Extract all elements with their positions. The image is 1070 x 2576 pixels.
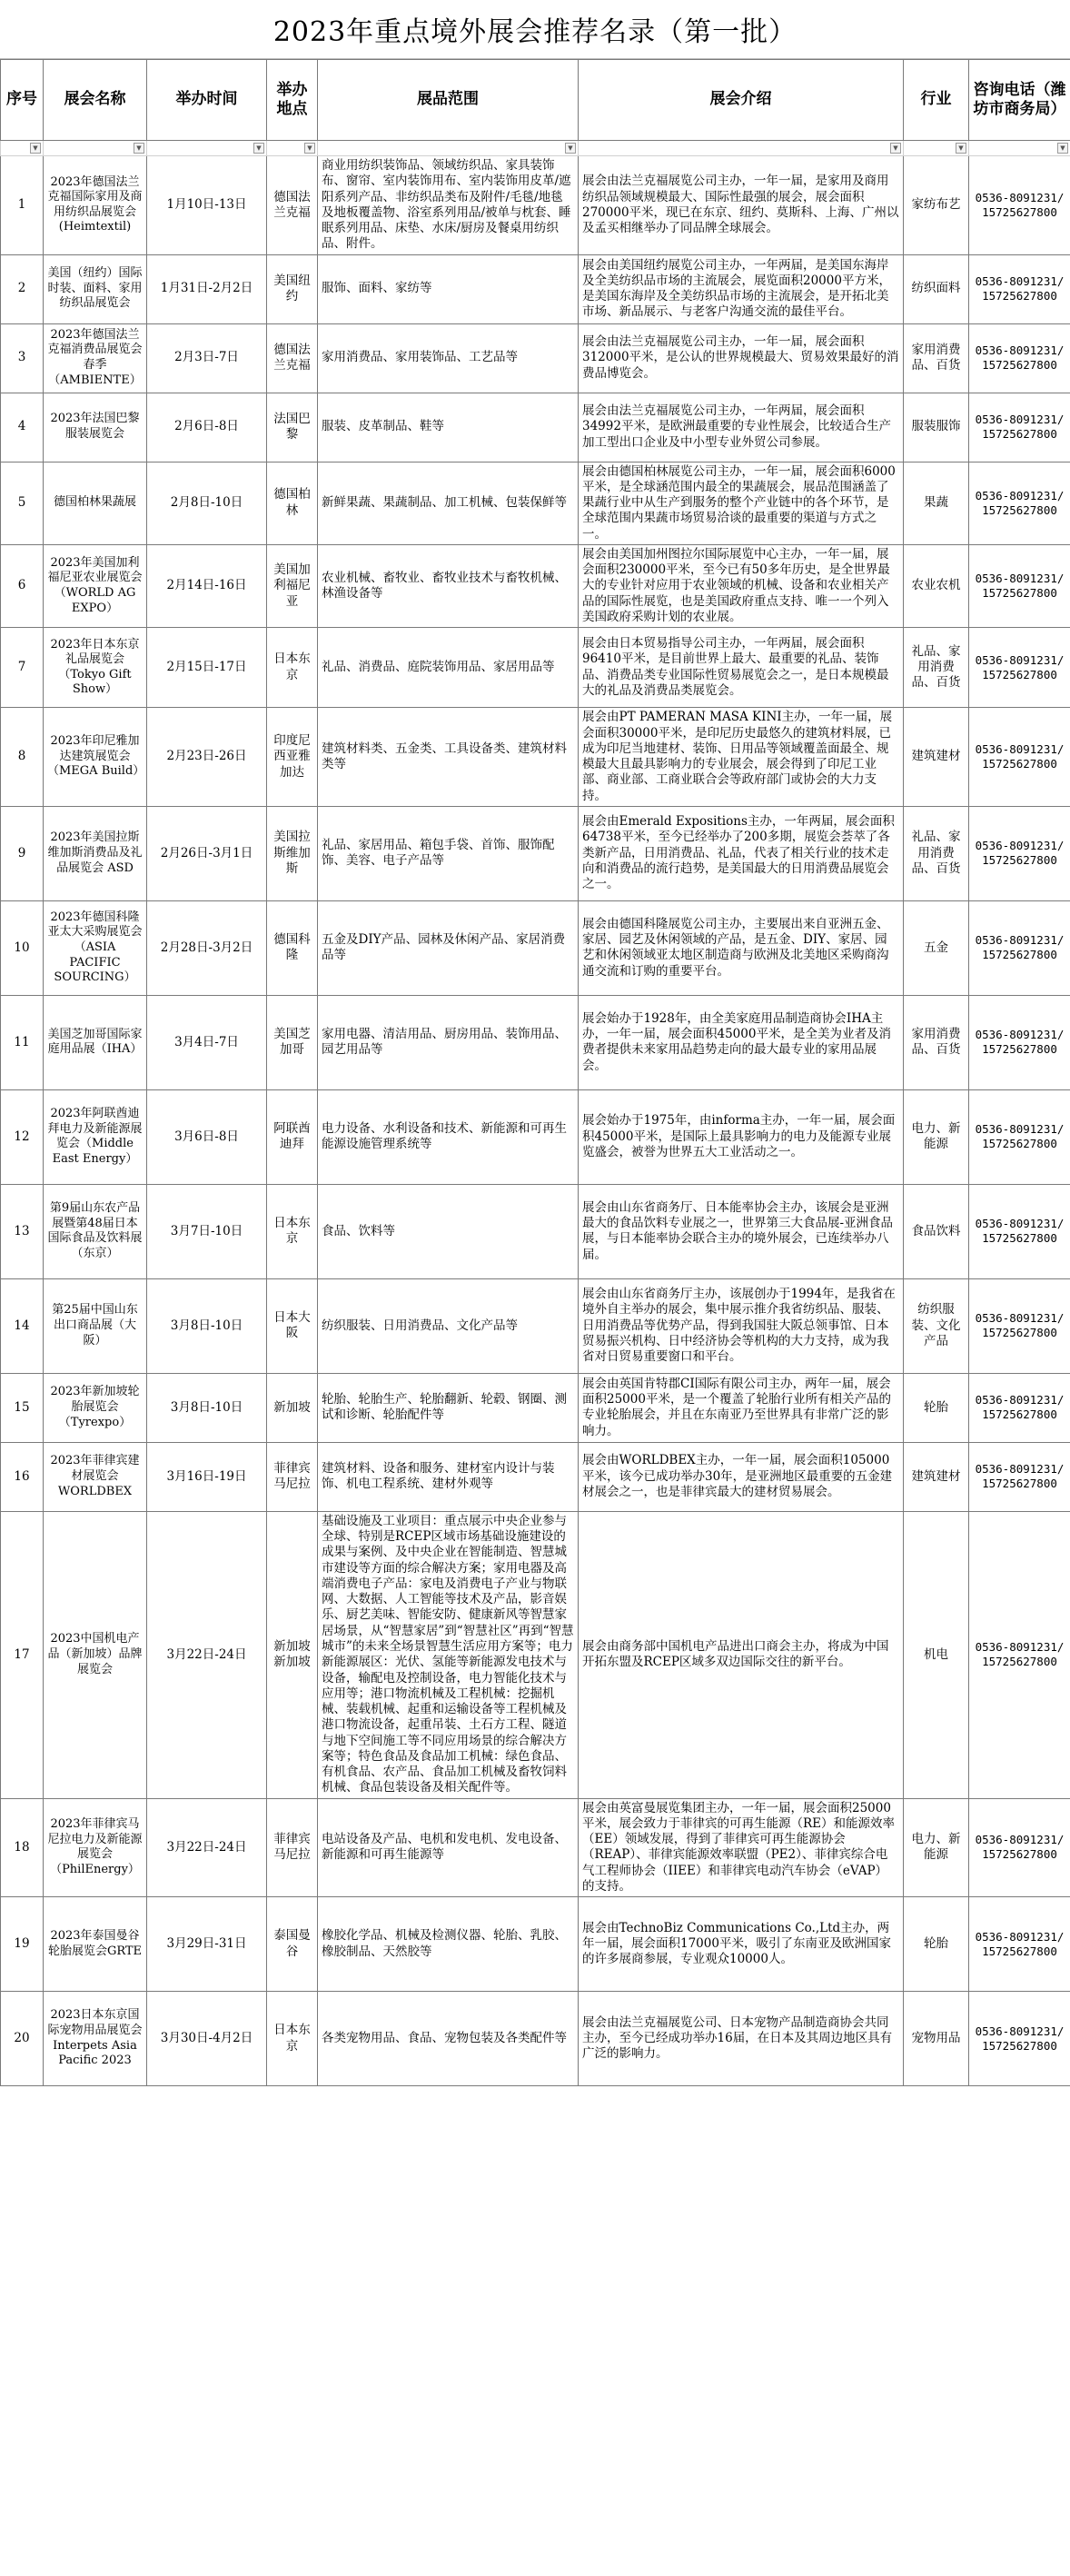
cell-name[interactable]: 德国柏林果蔬展 [44,462,147,544]
table-row [1,995,1070,1089]
cell-place[interactable]: 阿联酋迪拜 [267,1089,318,1184]
cell-industry[interactable]: 农业农机 [904,544,969,627]
filter-cell [147,141,267,156]
table-row [1,254,1070,323]
cell-place[interactable]: 德国法兰克福 [267,156,318,255]
cell-date[interactable]: 3月29日-31日 [147,1897,267,1992]
cell-name[interactable]: 2023年印尼雅加达建筑展览会（MEGA Build） [44,708,147,807]
cell-scope[interactable]: 礼品、家居用品、箱包手袋、首饰、服饰配饰、美容、电子产品等 [318,806,579,900]
cell-date[interactable]: 2月23日-26日 [147,708,267,807]
cell-place[interactable]: 美国芝加哥 [267,995,318,1089]
cell-date[interactable]: 3月30日-4月2日 [147,1992,267,2086]
cell-date[interactable]: 2月15日-17日 [147,628,267,708]
cell-phone[interactable]: 0536-8091231/15725627800 [969,1278,1070,1373]
cell-date[interactable]: 1月31日-2月2日 [147,254,267,323]
cell-place[interactable]: 新加坡新加坡 [267,1511,318,1798]
cell-no[interactable]: 16 [1,1442,44,1511]
cell-name[interactable]: 第9届山东农产品展暨第48届日本国际食品及饮料展（东京） [44,1184,147,1278]
cell-name[interactable]: 2023年美国加利福尼亚农业展览会（WORLD AG EXPO） [44,544,147,627]
header-date: 举办时间 [147,60,267,141]
cell-name[interactable]: 2023年菲律宾建材展览会WORLDBEX [44,1442,147,1511]
cell-place[interactable]: 美国拉斯维加斯 [267,806,318,900]
cell-industry[interactable]: 建筑建材 [904,1442,969,1511]
cell-place[interactable]: 日本东京 [267,1992,318,2086]
cell-date[interactable]: 3月6日-8日 [147,1089,267,1184]
filter-dropdown-icon[interactable]: ▼ [253,143,264,154]
cell-industry[interactable]: 宠物用品 [904,1992,969,2086]
cell-name[interactable]: 2023中国机电产品（新加坡）品牌展览会 [44,1511,147,1798]
cell-intro[interactable]: 展会由日本贸易指导公司主办，一年两届，展会面积96410平米，是目前世界上最大、最重要的礼品、装饰品、消费品类专业国际性贸易展览会之一，是日本规模最大的礼品及消费品类展览会。 [579,628,904,708]
cell-scope[interactable]: 建筑材料类、五金类、工具设备类、建筑材料类等 [318,708,579,807]
cell-intro[interactable]: 展会由英富曼展览集团主办，一年一届，展会面积25000平米，展会致力于菲律宾的可再生能源（RE）和能源效率（EE）领域发展，得到了菲律宾可再生能源协会（REAP）、菲律宾能源效率联盟（PE2）、菲律宾综合电气工程师协会（IIEE）和菲律宾电动汽车协会（eVAP）的支持。 [579,1798,904,1897]
cell-scope[interactable]: 礼品、消费品、庭院装饰用品、家居用品等 [318,628,579,708]
cell-scope[interactable]: 电力设备、水利设备和技术、新能源和可再生能源设施管理系统等 [318,1089,579,1184]
cell-date[interactable]: 3月16日-19日 [147,1442,267,1511]
cell-place[interactable]: 泰国曼谷 [267,1897,318,1992]
cell-date[interactable]: 2月3日-7日 [147,323,267,393]
cell-place[interactable]: 法国巴黎 [267,393,318,462]
cell-place[interactable]: 菲律宾马尼拉 [267,1442,318,1511]
cell-industry[interactable]: 礼品、家用消费品、百货 [904,806,969,900]
header-row [1,60,1070,141]
cell-phone[interactable]: 0536-8091231/15725627800 [969,1511,1070,1798]
cell-phone[interactable]: 0536-8091231/15725627800 [969,254,1070,323]
table-row [1,1897,1070,1992]
cell-name[interactable]: 2023年阿联酋迪拜电力及新能源展览会（Middle East Energy） [44,1089,147,1184]
cell-phone[interactable]: 0536-8091231/15725627800 [969,1089,1070,1184]
table-row [1,1184,1070,1278]
cell-date[interactable]: 2月26日-3月1日 [147,806,267,900]
cell-date[interactable]: 2月6日-8日 [147,393,267,462]
cell-no[interactable]: 18 [1,1798,44,1897]
cell-name[interactable]: 2023年日本东京礼品展览会（Tokyo Gift Show） [44,628,147,708]
cell-no[interactable]: 10 [1,900,44,995]
cell-phone[interactable]: 0536-8091231/15725627800 [969,1897,1070,1992]
exhibition-table [0,59,1070,2086]
cell-scope[interactable]: 五金及DIY产品、园林及休闲产品、家居消费品等 [318,900,579,995]
cell-no[interactable]: 17 [1,1511,44,1798]
table-row [1,1511,1070,1798]
table-row [1,806,1070,900]
filter-dropdown-icon[interactable]: ▼ [890,143,901,154]
cell-scope[interactable]: 橡胶化学品、机械及检测仪器、轮胎、乳胶、橡胶制品、天然胶等 [318,1897,579,1992]
cell-no[interactable]: 6 [1,544,44,627]
cell-industry[interactable]: 机电 [904,1511,969,1798]
cell-no[interactable]: 2 [1,254,44,323]
cell-phone[interactable]: 0536-8091231/15725627800 [969,1442,1070,1511]
cell-date[interactable]: 3月4日-7日 [147,995,267,1089]
table-row [1,393,1070,462]
cell-scope[interactable]: 轮胎、轮胎生产、轮胎翻新、轮毂、钢圈、测试和诊断、轮胎配件等 [318,1373,579,1442]
cell-intro[interactable]: 展会由山东省商务厅主办，该展创办于1994年，是我省在境外自主举办的展会，集中展示推介我省纺织品、服装、日用消费品等优势产品，得到我国驻大阪总领事馆、日本贸易振兴机构、日中经济协会等机构的大力支持，成为我省对日贸易重要窗口和平台。 [579,1278,904,1373]
cell-industry[interactable]: 纺织服装、文化产品 [904,1278,969,1373]
filter-dropdown-icon[interactable]: ▼ [956,143,966,154]
cell-no[interactable]: 12 [1,1089,44,1184]
cell-date[interactable]: 3月22日-24日 [147,1798,267,1897]
cell-no[interactable]: 9 [1,806,44,900]
cell-intro[interactable]: 展会由英国肯特郡CI国际有限公司主办，两年一届，展会面积25000平米，是一个覆盖了轮胎行业所有相关产品的专业轮胎展会，并且在东南亚乃至世界具有非常广泛的影响力。 [579,1373,904,1442]
cell-industry[interactable]: 电力、新能源 [904,1798,969,1897]
cell-date[interactable]: 3月7日-10日 [147,1184,267,1278]
filter-dropdown-icon[interactable]: ▼ [304,143,315,154]
cell-industry[interactable]: 纺织面料 [904,254,969,323]
cell-industry[interactable]: 五金 [904,900,969,995]
header-name: 展会名称 [44,60,147,141]
cell-industry[interactable]: 果蔬 [904,462,969,544]
cell-scope[interactable]: 各类宠物用品、食品、宠物包装及各类配件等 [318,1992,579,2086]
cell-name[interactable]: 美国芝加哥国际家庭用品展（IHA） [44,995,147,1089]
cell-name[interactable]: 2023年菲律宾马尼拉电力及新能源展览会（PhilEnergy） [44,1798,147,1897]
cell-scope[interactable]: 新鲜果蔬、果蔬制品、加工机械、包装保鲜等 [318,462,579,544]
header-intro: 展会介绍 [579,60,904,141]
cell-industry[interactable]: 轮胎 [904,1897,969,1992]
cell-intro[interactable]: 展会始办于1928年，由全美家庭用品制造商协会IHA主办，一年一届，展会面积45000平米，是全美为业者及消费者提供未来家用品趋势走向的最大最专业的家用品展会。 [579,995,904,1089]
cell-place[interactable]: 德国法兰克福 [267,323,318,393]
cell-intro[interactable]: 展会由法兰克福展览公司主办，一年一届，是家用及商用纺织品领域规模最大、国际性最强的展会，展会面积270000平米，现已在东京、纽约、莫斯科、上海、广州以及孟买相继举办了同品牌全球展会。 [579,156,904,255]
table-row [1,544,1070,627]
cell-name[interactable]: 2023年德国法兰克福消费品展览会春季（AMBIENTE） [44,323,147,393]
cell-date[interactable]: 2月14日-16日 [147,544,267,627]
cell-place[interactable]: 美国加利福尼亚 [267,544,318,627]
cell-phone[interactable]: 0536-8091231/15725627800 [969,995,1070,1089]
cell-intro[interactable]: 展会由法兰克福展览公司、日本宠物产品制造商协会共同主办，至今已经成功举办16届，在日本及其周边地区具有广泛的影响力。 [579,1992,904,2086]
cell-scope[interactable]: 服装、皮革制品、鞋等 [318,393,579,462]
cell-date[interactable]: 1月10日-13日 [147,156,267,255]
cell-industry[interactable]: 轮胎 [904,1373,969,1442]
cell-no[interactable]: 5 [1,462,44,544]
cell-name[interactable]: 2023日本东京国际宠物用品展览会Interpets Asia Pacific 2023 [44,1992,147,2086]
cell-name[interactable]: 2023年泰国曼谷轮胎展览会GRTE [44,1897,147,1992]
cell-intro[interactable]: 展会由法兰克福展览公司主办，一年两届，展会面积34992平米，是欧洲最重要的专业性展会，比较适合生产加工型出口企业及中小型专业外贸公司参展。 [579,393,904,462]
cell-intro[interactable]: 展会由山东省商务厅、日本能率协会主办，该展会是亚洲最大的食品饮料专业展之一，世界第三大食品展-亚洲食品展，与日本能率协会联合主办的境外展会，已连续举办八届。 [579,1184,904,1278]
cell-industry[interactable]: 建筑建材 [904,708,969,807]
header-phone: 咨询电话（潍坊市商务局） [969,60,1070,141]
cell-scope[interactable]: 建筑材料、设备和服务、建材室内设计与装饰、机电工程系统、建材外观等 [318,1442,579,1511]
cell-place[interactable]: 德国柏林 [267,462,318,544]
cell-scope[interactable]: 家用消费品、家用装饰品、工艺品等 [318,323,579,393]
cell-name[interactable]: 美国（纽约）国际时装、面料、家用纺织品展览会 [44,254,147,323]
cell-phone[interactable]: 0536-8091231/15725627800 [969,323,1070,393]
cell-name[interactable]: 2023年德国科隆亚太大采购展览会（ASIA PACIFIC SOURCING） [44,900,147,995]
cell-intro[interactable]: 展会由TechnoBiz Communications Co.,Ltd主办，两年一届，展会面积17000平米，吸引了东南亚及欧洲国家的许多展商参展，专业观众10000人。 [579,1897,904,1992]
header-scope: 展品范围 [318,60,579,141]
cell-intro[interactable]: 展会由PT PAMERAN MASA KINI主办，一年一届，展会面积30000平米，是印尼历史最悠久的建筑材料展，已成为印尼当地建材、装饰、日用品等领域覆盖面最全、规模最大且最具影响力的专业展会，展会得到了印尼工业部、商业部、工商业联合会等政府部门或协会的大力支持。 [579,708,904,807]
cell-no[interactable]: 15 [1,1373,44,1442]
cell-industry[interactable]: 服装服饰 [904,393,969,462]
table-row [1,628,1070,708]
cell-phone[interactable]: 0536-8091231/15725627800 [969,156,1070,255]
cell-phone[interactable]: 0536-8091231/15725627800 [969,1184,1070,1278]
cell-intro[interactable]: 展会由商务部中国机电产品进出口商会主办，将成为中国开拓东盟及RCEP区域多双边国际交往的新平台。 [579,1511,904,1798]
table-row [1,1992,1070,2086]
cell-no[interactable]: 8 [1,708,44,807]
cell-industry[interactable]: 电力、新能源 [904,1089,969,1184]
cell-phone[interactable]: 0536-8091231/15725627800 [969,708,1070,807]
filter-dropdown-icon[interactable]: ▼ [1057,143,1068,154]
cell-no[interactable]: 7 [1,628,44,708]
cell-scope[interactable]: 纺织服装、日用消费品、文化产品等 [318,1278,579,1373]
cell-industry[interactable]: 家纺布艺 [904,156,969,255]
cell-no[interactable]: 3 [1,323,44,393]
filter-dropdown-icon[interactable]: ▼ [565,143,576,154]
cell-industry[interactable]: 家用消费品、百货 [904,995,969,1089]
cell-date[interactable]: 3月8日-10日 [147,1373,267,1442]
cell-intro[interactable]: 展会由德国科隆展览公司主办，主要展出来自亚洲五金、家居、园艺及休闲领域的产品，是五金、DIY、家居、园艺和休闲领域亚太地区制造商与欧洲及北美地区采购商沟通交流和订购的重要平台。 [579,900,904,995]
table-row [1,1442,1070,1511]
cell-industry[interactable]: 礼品、家用消费品、百货 [904,628,969,708]
filter-cell [267,141,318,156]
filter-dropdown-icon[interactable]: ▼ [30,143,41,154]
filter-cell [1,141,44,156]
sheet-title: 2023年重点境外展会推荐名录（第一批） [0,0,1070,59]
filter-row [1,141,1070,156]
cell-no[interactable]: 11 [1,995,44,1089]
cell-place[interactable]: 菲律宾马尼拉 [267,1798,318,1897]
cell-no[interactable]: 19 [1,1897,44,1992]
filter-cell [904,141,969,156]
cell-scope[interactable]: 食品、饮料等 [318,1184,579,1278]
cell-no[interactable]: 20 [1,1992,44,2086]
table-row [1,462,1070,544]
header-place: 举办地点 [267,60,318,141]
cell-intro[interactable]: 展会由WORLDBEX主办，一年一届，展会面积105000平米，该今已成功举办30年，是亚洲地区最重要的五金建材展会之一，也是菲律宾最大的建材贸易展会。 [579,1442,904,1511]
table-row [1,1278,1070,1373]
filter-dropdown-icon[interactable]: ▼ [134,143,144,154]
cell-place[interactable]: 德国科隆 [267,900,318,995]
cell-date[interactable]: 3月22日-24日 [147,1511,267,1798]
table-row [1,1798,1070,1897]
cell-scope[interactable]: 服饰、面料、家纺等 [318,254,579,323]
cell-no[interactable]: 1 [1,156,44,255]
table-row [1,323,1070,393]
cell-place[interactable]: 新加坡 [267,1373,318,1442]
table-row [1,900,1070,995]
cell-no[interactable]: 4 [1,393,44,462]
cell-phone[interactable]: 0536-8091231/15725627800 [969,900,1070,995]
cell-name[interactable]: 2023年美国拉斯维加斯消费品及礼品展览会 ASD [44,806,147,900]
cell-place[interactable]: 美国纽约 [267,254,318,323]
header-no: 序号 [1,60,44,141]
cell-date[interactable]: 2月28日-3月2日 [147,900,267,995]
cell-phone[interactable]: 0536-8091231/15725627800 [969,1992,1070,2086]
table-row [1,708,1070,807]
cell-name[interactable]: 第25届中国山东出口商品展（大阪） [44,1278,147,1373]
cell-date[interactable]: 2月8日-10日 [147,462,267,544]
cell-intro[interactable]: 展会始办于1975年，由informa主办，一年一届，展会面积45000平米，是国际上最具影响力的电力及能源专业展览盛会，被誉为世界五大工业活动之一。 [579,1089,904,1184]
cell-scope[interactable]: 基础设施及工业项目：重点展示中央企业参与全球、特别是RCEP区域市场基础设施建设的成果与案例、及中央企业在智能制造、智慧城市建设等方面的综合解决方案；家用电器及高端消费电子产品：家电及消费电子产业与物联网、大数据、人工智能等技术及产品，影音娱乐、厨艺美味、智能安防、健康新风等智慧家居场景，从“智慧家居”到“智慧社区”再到“智慧城市”的未来全场景智慧生活应用方案等；电力新能源展区：光伏、氢能等新能源发电技术与设备，输配电及控制设备，电力智能化技术与应用等；港口物流机械及工程机械：挖掘机械、装载机械、起重和运输设备等工程机械及港口物流设备，起重吊装、土石方工程、隧道与地下空间施工等不同应用场景的综合解决方案等；特色食品及食品加工机械：绿色食品、有机食品、农产品、食品加工机械及畜牧饲料机械、食品包装设备及相关配件等。 [318,1511,579,1798]
cell-intro[interactable]: 展会由法兰克福展览公司主办，一年一届，展会面积312000平米，是公认的世界规模最大、贸易效果最好的消费品博览会。 [579,323,904,393]
cell-place[interactable]: 日本东京 [267,628,318,708]
cell-phone[interactable]: 0536-8091231/15725627800 [969,1798,1070,1897]
cell-scope[interactable]: 商业用纺织装饰品、领域纺织品、家具装饰布、窗帘、室内装饰用布、室内装饰用皮革/遮阳系列产品、非纺织品类布及附件/毛毯/地毯及地板覆盖物、浴室系列用品/被单与枕套、睡眠系列用品、床垫、水床/厨房及餐桌用纺织品、附件。 [318,156,579,255]
cell-no[interactable]: 13 [1,1184,44,1278]
cell-phone[interactable]: 0536-8091231/15725627800 [969,1373,1070,1442]
cell-name[interactable]: 2023年新加坡轮胎展览会（Tyrexpo） [44,1373,147,1442]
cell-phone[interactable]: 0536-8091231/15725627800 [969,806,1070,900]
filter-cell [318,141,579,156]
cell-place[interactable]: 日本大阪 [267,1278,318,1373]
cell-phone[interactable]: 0536-8091231/15725627800 [969,628,1070,708]
cell-intro[interactable]: 展会由美国加州图拉尔国际展览中心主办，一年一届，展会面积230000平米，至今已有50多年历史，是全世界最大的专业针对应用于农业领域的机械、设备和农业相关产品的国际性展览，也是美国政府重点支持、唯一一个列入美国政府采购计划的农业展。 [579,544,904,627]
header-industry: 行业 [904,60,969,141]
cell-place[interactable]: 日本东京 [267,1184,318,1278]
cell-place[interactable]: 印度尼西亚雅加达 [267,708,318,807]
cell-scope[interactable]: 家用电器、清洁用品、厨房用品、装饰用品、园艺用品等 [318,995,579,1089]
cell-scope[interactable]: 农业机械、畜牧业、畜牧业技术与畜牧机械、林渔设备等 [318,544,579,627]
cell-name[interactable]: 2023年法国巴黎服装展览会 [44,393,147,462]
cell-phone[interactable]: 0536-8091231/15725627800 [969,393,1070,462]
cell-no[interactable]: 14 [1,1278,44,1373]
table-row [1,1089,1070,1184]
cell-intro[interactable]: 展会由美国纽约展览公司主办，一年两届，是美国东海岸及全美纺织品市场的主流展会，展览面积20000平方米，是美国东海岸及全美纺织品市场的主流展会，是开拓北美市场、新品展示、与老客户沟通交流的最佳平台。 [579,254,904,323]
cell-name[interactable]: 2023年德国法兰克福国际家用及商用纺织品展览会(Heimtextil) [44,156,147,255]
cell-phone[interactable]: 0536-8091231/15725627800 [969,462,1070,544]
cell-intro[interactable]: 展会由德国柏林展览公司主办，一年一届，展会面积6000平米，是全球涵范围内最全的果蔬展会，展品范围涵盖了果蔬行业中从生产到服务的整个产业链中的各个环节，是全球范围内果蔬市场贸易洽谈的最重要的渠道与方式之一。 [579,462,904,544]
table-row [1,1373,1070,1442]
filter-cell [579,141,904,156]
cell-intro[interactable]: 展会由Emerald Expositions主办，一年两届，展会面积64738平米，至今已经举办了200多期，展览会荟萃了各类新产品，日用消费品、礼品，代表了相关行业的技术走向和消费品的流行趋势，是美国最大的日用消费品展览会之一。 [579,806,904,900]
filter-cell [969,141,1070,156]
cell-phone[interactable]: 0536-8091231/15725627800 [969,544,1070,627]
cell-date[interactable]: 3月8日-10日 [147,1278,267,1373]
filter-cell [44,141,147,156]
cell-industry[interactable]: 食品饮料 [904,1184,969,1278]
cell-industry[interactable]: 家用消费品、百货 [904,323,969,393]
table-row [1,156,1070,255]
cell-scope[interactable]: 电站设备及产品、电机和发电机、发电设备、新能源和可再生能源等 [318,1798,579,1897]
